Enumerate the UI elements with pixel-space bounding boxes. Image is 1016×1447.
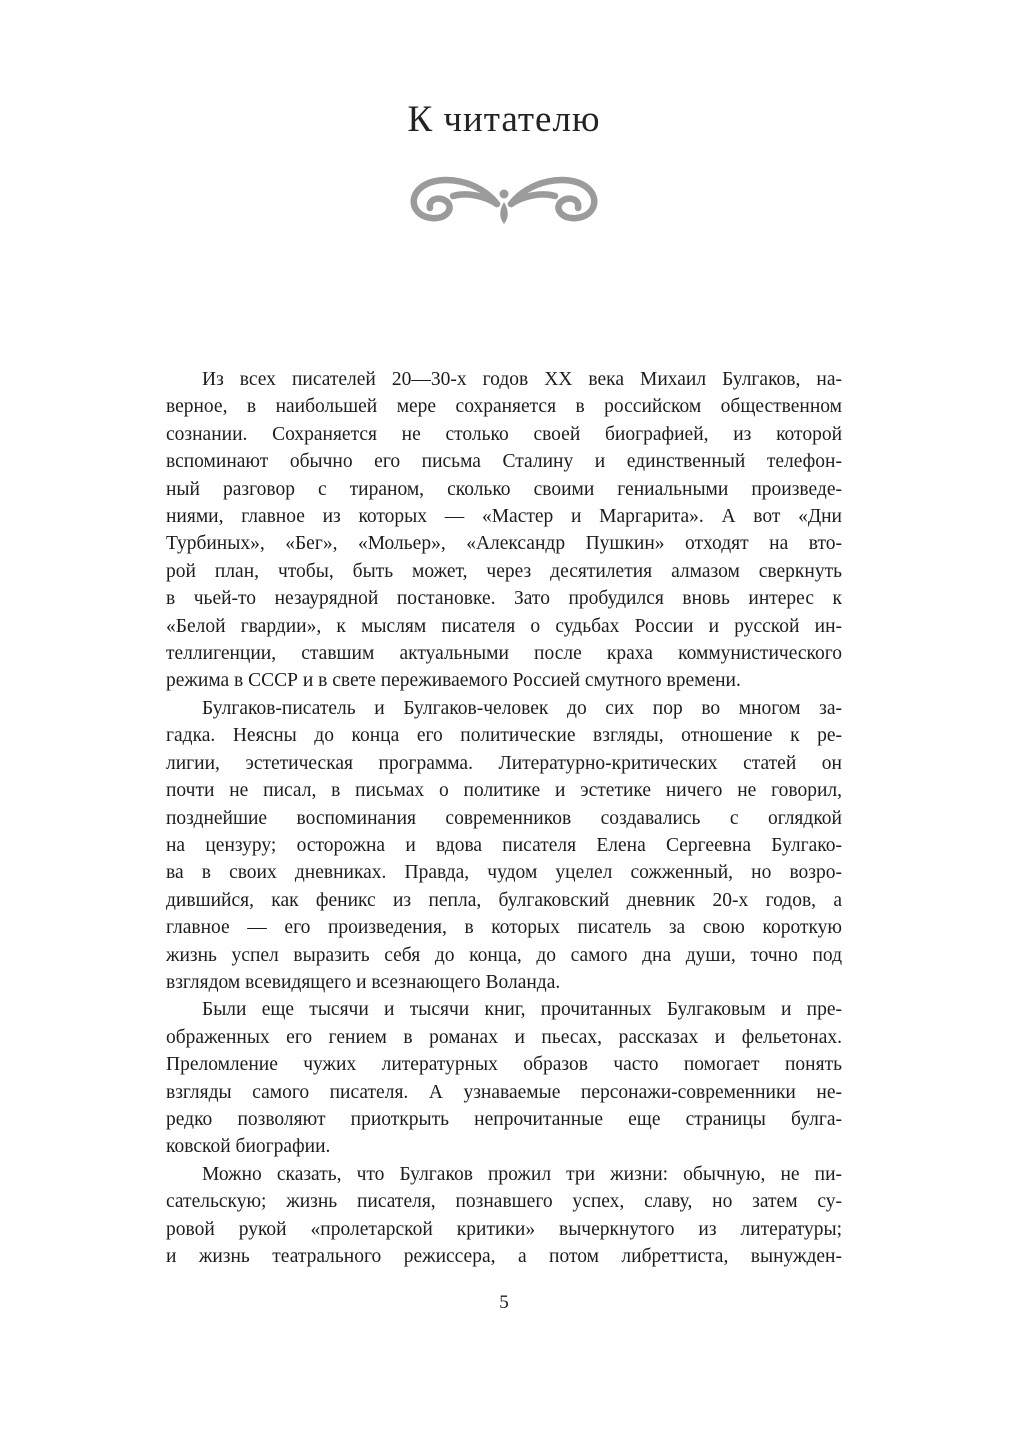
text-line: Булгаков-писатель и Булгаков-человек до сих пор во многом за- <box>202 697 842 719</box>
paragraph <box>166 366 842 695</box>
text-line: на цензуру; осторожна и вдова писателя Елена Сергеевна Булгако- <box>166 834 842 856</box>
text-line: режима в СССР и в свете переживаемого Россией смутного времени. <box>166 670 741 692</box>
text-line: почти не писал, в письмах о политике и эстетике ничего не говорил, <box>166 780 842 802</box>
text-line: Можно сказать, что Булгаков прожил три жизни: обычную, не пи- <box>202 1163 842 1185</box>
text-line: верное, в наибольшей мере сохраняется в российском общественном <box>166 396 842 418</box>
text-line: рой план, чтобы, быть может, через десятилетия алмазом сверкнуть <box>166 560 842 582</box>
text-line: ный разговор с тираном, сколько своими гениальными произведе- <box>166 478 842 500</box>
text-line: редко позволяют приоткрыть непрочитанные еще страницы булга- <box>166 1108 842 1130</box>
paragraph <box>166 996 842 1160</box>
text-line: жизнь успел выразить себя до конца, до самого дна души, точно под <box>166 944 842 966</box>
text-line: Турбиных», «Бег», «Мольер», «Александр Пушкин» отходят на вто- <box>166 533 842 555</box>
text-line: в чьей-то незаурядной постановке. Зато пробудился вновь интерес к <box>166 588 842 610</box>
text-line: и жизнь театрального режиссера, а потом либреттиста, вынужден- <box>166 1246 842 1267</box>
text-line: вспоминают обычно его письма Сталину и единственный телефон- <box>166 451 842 473</box>
text-line: сознании. Сохраняется не столько своей биографией, из которой <box>166 423 842 445</box>
text-line: ковской биографии. <box>166 1136 331 1158</box>
text-line: лигии, эстетическая программа. Литературно-критических статей он <box>166 752 842 774</box>
text-line: Были еще тысячи и тысячи книг, прочитанных Булгаковым и пре- <box>202 999 842 1021</box>
text-line: ображенных его гением в романах и пьесах, рассказах и фельетонах. <box>166 1026 842 1048</box>
floral-flourish-ornament-icon <box>0 172 1008 235</box>
page-number: 5 <box>499 1292 509 1313</box>
text-line: теллигенции, ставшим актуальными после краха коммунистического <box>166 643 842 665</box>
text-line: «Белой гвардии», к мыслям писателя о судьбах России и русской ин- <box>166 615 842 637</box>
paragraph <box>166 695 842 996</box>
text-line: ва в своих дневниках. Правда, чудом уцелел сожженный, но возро- <box>166 862 842 884</box>
text-line: ниями, главное из которых — «Мастер и Маргарита». А вот «Дни <box>166 506 842 528</box>
text-line: ровой рукой «пролетарской критики» вычеркнутого из литературы; <box>166 1218 842 1240</box>
body-text <box>166 366 842 1270</box>
text-line: Из всех писателей 20—30-х годов XX века Михаил Булгаков, на- <box>202 369 842 390</box>
text-line: позднейшие воспоминания современников создавались с оглядкой <box>166 807 842 829</box>
text-line: взглядом всевидящего и всезнающего Воланда. <box>166 971 561 993</box>
paragraph <box>166 1161 842 1271</box>
text-line: сательскую; жизнь писателя, познавшего успех, славу, но затем су- <box>166 1191 842 1213</box>
text-line: взгляды самого писателя. А узнаваемые персонажи-современники не- <box>166 1081 842 1103</box>
text-line: дившийся, как феникс из пепла, булгаковский дневник 20-х годов, а <box>166 889 842 911</box>
text-line: Преломление чужих литературных образов часто помогает понять <box>166 1054 842 1076</box>
text-line: главное — его произведения, в которых писатель за свою короткую <box>166 917 842 939</box>
text-line: гадка. Неясны до конца его политические взгляды, отношение к ре- <box>166 725 842 747</box>
page-title: К читателю <box>407 99 601 140</box>
